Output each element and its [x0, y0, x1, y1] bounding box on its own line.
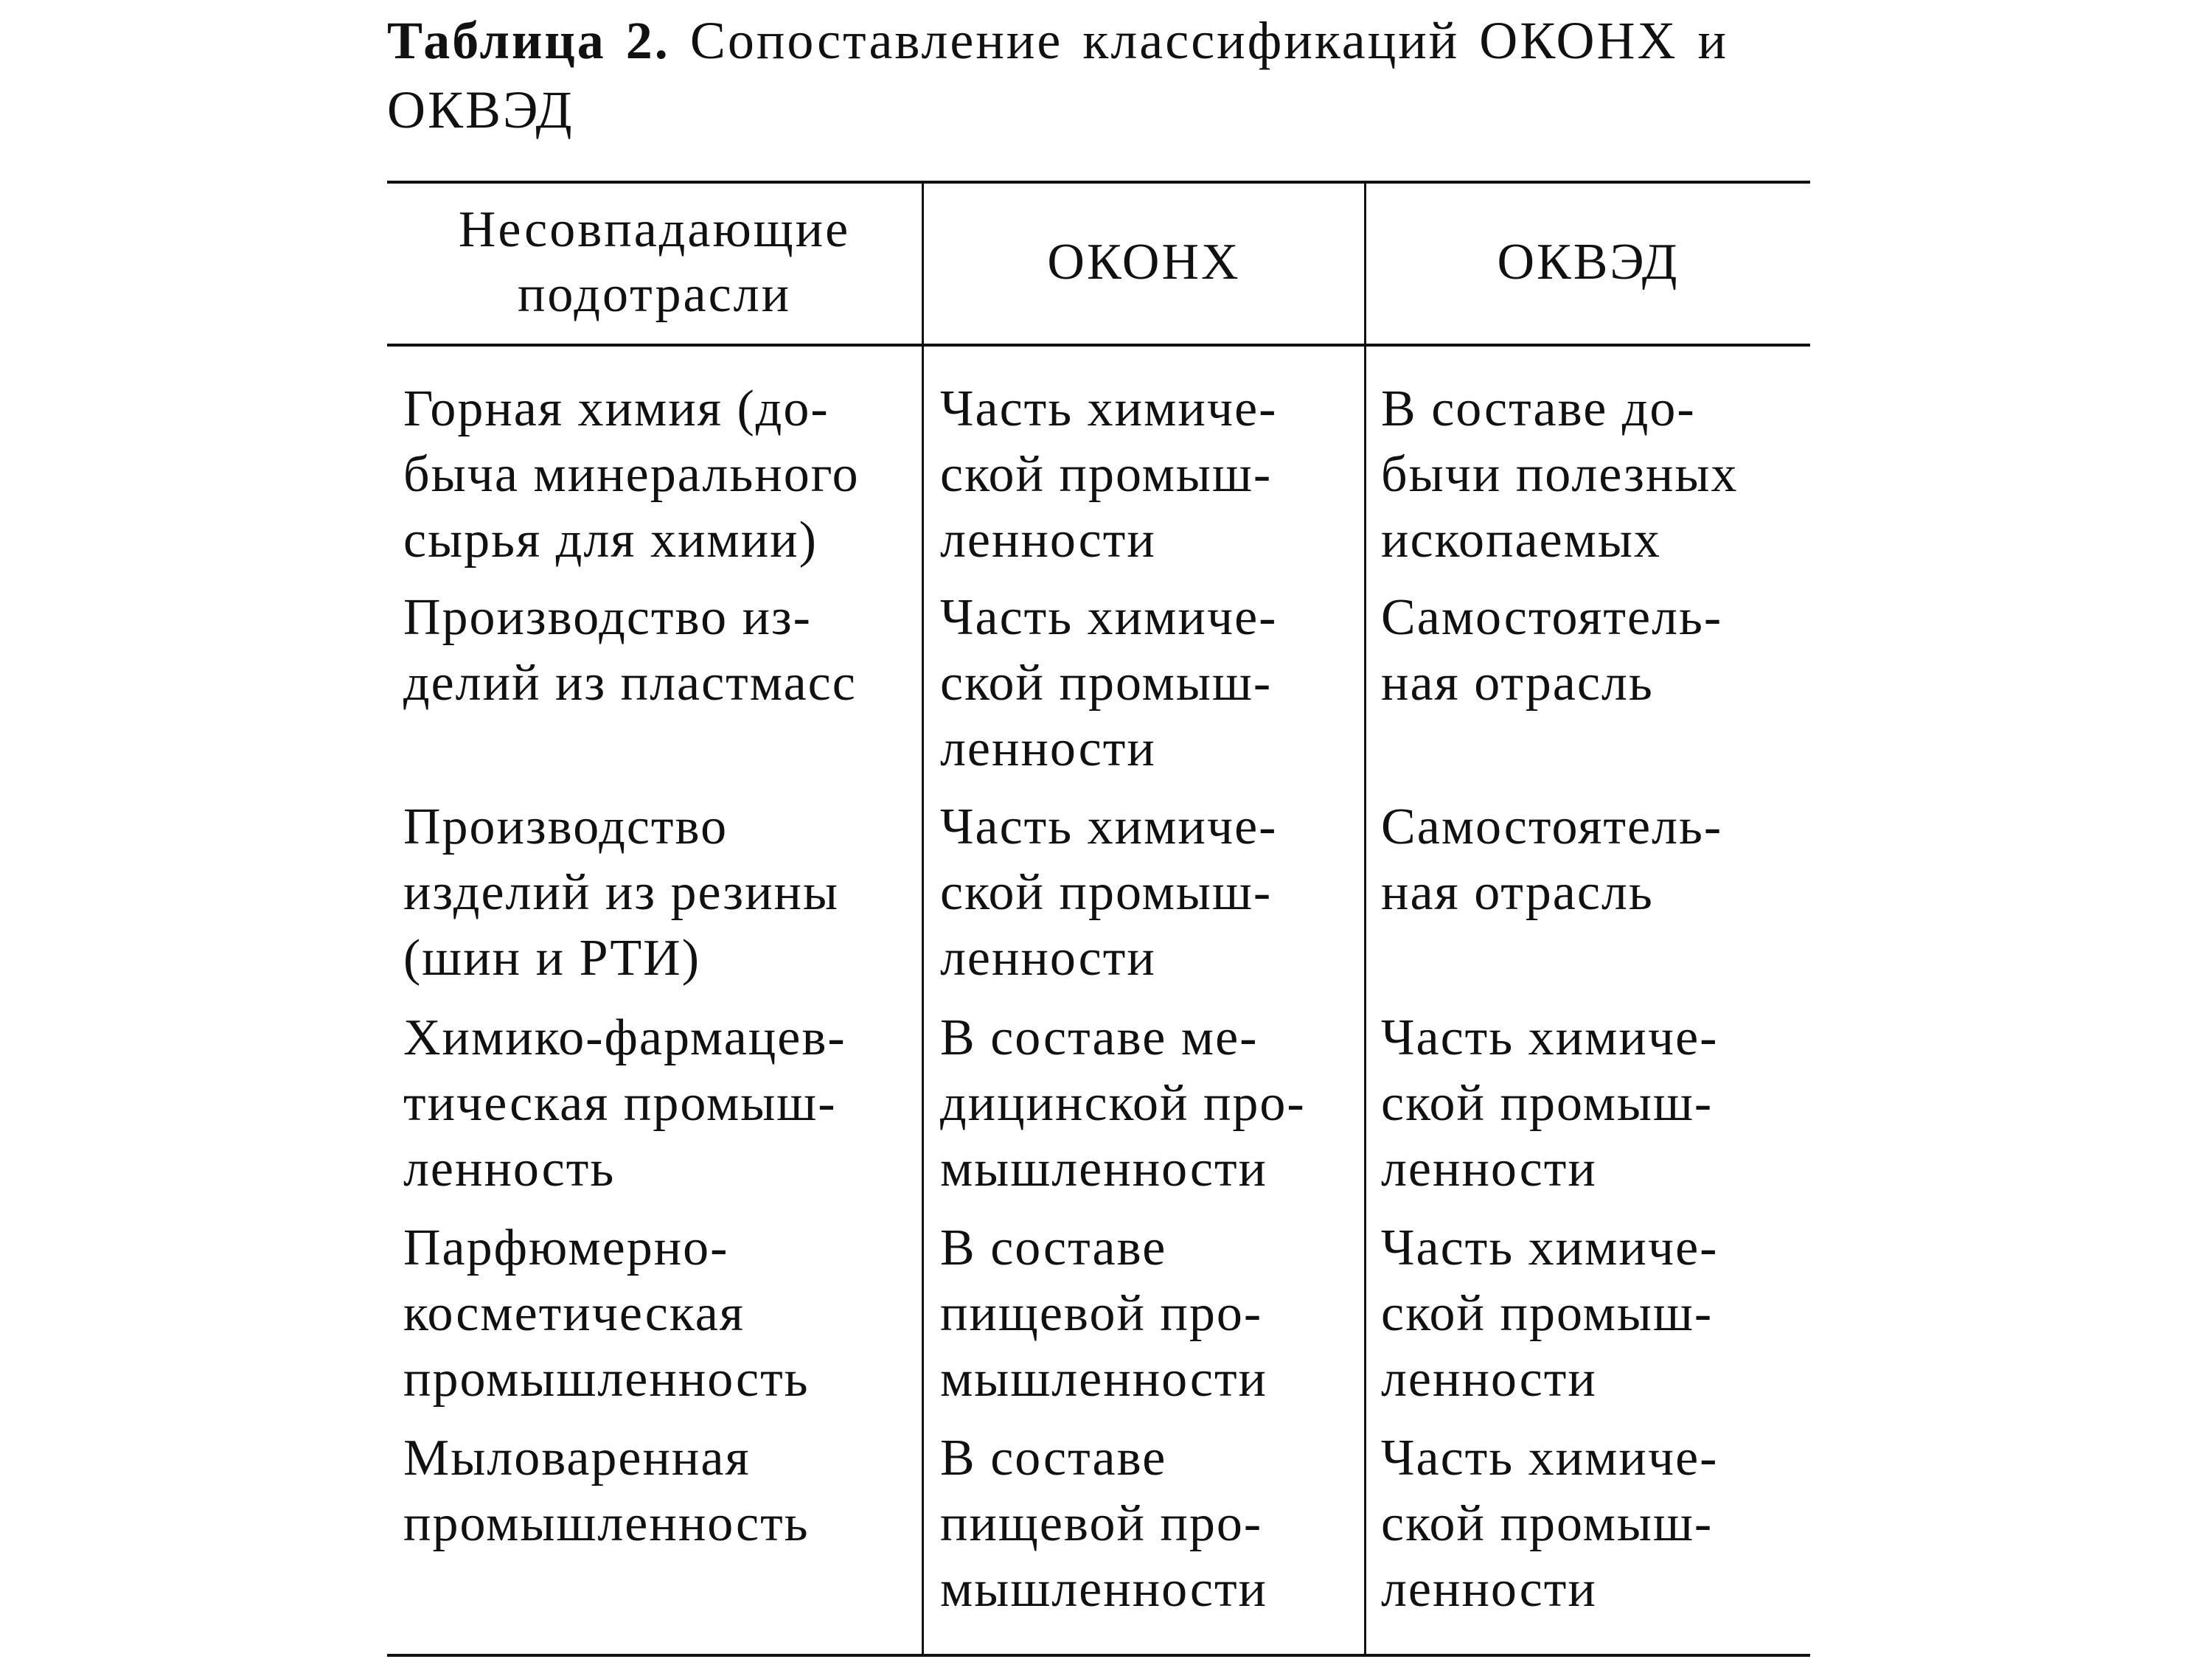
cell-okonh: Часть химиче- ской промыш- ленности — [940, 799, 1278, 987]
cell-subsector: Парфюмерно- косметическая промышленность — [403, 1220, 810, 1408]
cell-okved: В составе до- бычи полезных ископаемых — [1381, 380, 1739, 568]
comparison-table — [387, 181, 1810, 1655]
cell-okonh: В составе ме- дицинской про- мышленности — [940, 1009, 1306, 1197]
cell-subsector: Горная химия (до- быча минерального сырья для химии) — [403, 380, 860, 568]
cell-okonh: Часть химиче- ской промыш- ленности — [940, 380, 1278, 568]
header-subsectors-label: Несовпадающие подотрасли — [458, 201, 851, 323]
header-okved-label: ОКВЭД — [1497, 233, 1680, 291]
header-okonh-label: ОКОНХ — [1047, 233, 1241, 291]
table-header-rule — [387, 344, 1810, 347]
cell-subsector: Производство из- делий из пластмасс — [403, 589, 857, 712]
cell-okonh: В составе пищевой про- мышленности — [940, 1430, 1268, 1618]
header-subsectors — [387, 181, 922, 344]
column-divider-1 — [922, 181, 924, 1654]
cell-okonh: В составе пищевой про- мышленности — [940, 1220, 1268, 1408]
header-okonh — [924, 181, 1364, 344]
column-divider-2 — [1364, 181, 1366, 1654]
caption-text: Сопоставление классификаций ОКОНХ и ОКВЭД — [387, 11, 1729, 139]
cell-subsector: Производство изделий из резины (шин и РТИ) — [403, 799, 840, 987]
cell-subsector: Химико-фармацев- тическая промыш- ленность — [403, 1009, 846, 1197]
cell-okved: Часть химиче- ской промыш- ленности — [1381, 1430, 1719, 1618]
cell-okved: Часть химиче- ской промыш- ленности — [1381, 1220, 1719, 1408]
cell-okved: Самостоятель- ная отрасль — [1381, 589, 1723, 712]
header-okved — [1366, 181, 1810, 344]
table-bottom-rule — [387, 1654, 1810, 1657]
cell-okved: Часть химиче- ской промыш- ленности — [1381, 1009, 1719, 1197]
cell-okved: Самостоятель- ная отрасль — [1381, 799, 1723, 921]
cell-subsector: Мыловаренная промышленность — [403, 1430, 810, 1552]
cell-okonh: Часть химиче- ской промыш- ленности — [940, 589, 1278, 777]
table-caption — [387, 6, 1810, 145]
caption-label: Таблица 2. — [387, 11, 670, 70]
